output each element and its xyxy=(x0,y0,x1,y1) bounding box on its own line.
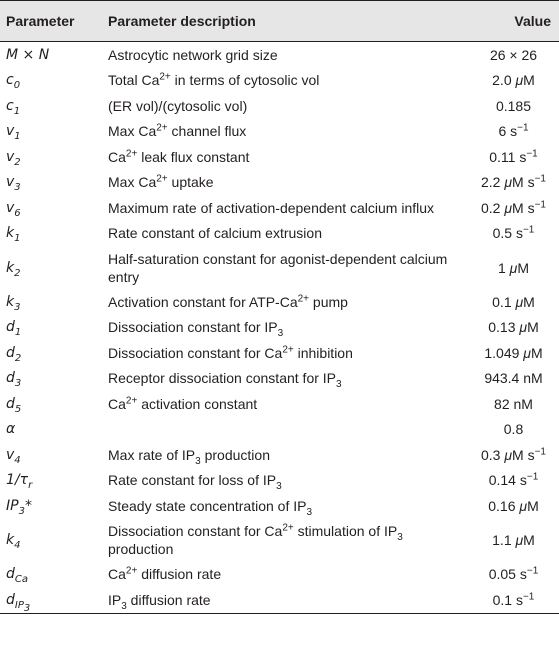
table-row xyxy=(0,587,559,613)
parameter-symbol: $d_{Ca}$ xyxy=(6,566,29,586)
table-row xyxy=(0,144,559,170)
parameter-value: 82 nM xyxy=(494,395,533,412)
table-row xyxy=(0,468,559,494)
parameter-symbol: $c_1$ xyxy=(6,97,21,117)
parameter-description: Half-saturation constant for agonist-dependent calcium entry xyxy=(108,250,448,285)
parameter-symbol: $d_1$ xyxy=(6,319,22,339)
parameter-description: Steady state concentration of $IP_3$ xyxy=(108,497,313,518)
parameter-description xyxy=(102,417,468,443)
parameter-value: 0.1 μM xyxy=(492,293,535,310)
parameter-value: 0.3 μM $s^{-1}$ xyxy=(481,446,546,463)
header-description: Parameter description xyxy=(102,1,468,42)
parameter-value: 0.05 $s^{-1}$ xyxy=(488,565,539,583)
table-row xyxy=(0,93,559,119)
table-row xyxy=(0,315,559,341)
table-row xyxy=(0,289,559,315)
parameter-value: 2.0 μM xyxy=(492,72,535,89)
parameter-value: 943.4 nM xyxy=(484,370,543,387)
table-row xyxy=(0,195,559,221)
parameter-value: 0.2 μM $s^{-1}$ xyxy=(481,199,546,216)
header-value: Value xyxy=(468,1,559,42)
parameter-description: Rate constant of calcium extrusion xyxy=(108,225,322,242)
parameter-value: 0.185 xyxy=(495,97,532,114)
header-parameter: Parameter xyxy=(0,1,102,42)
table-row xyxy=(0,68,559,94)
parameter-value: 1 μM xyxy=(497,259,530,276)
parameter-value: 2.2 μM $s^{-1}$ xyxy=(481,173,546,191)
parameter-symbol: $k_1$ xyxy=(6,225,21,245)
parameter-description: Dissociation constant for $Ca^{2+}$ inhibition xyxy=(108,344,353,361)
table-row xyxy=(0,519,559,562)
parameter-description: $Ca^{2+}$ activation constant xyxy=(108,395,258,412)
parameter-symbol: $v_2$ xyxy=(6,148,21,168)
parameter-description: $IP_3$ diffusion rate xyxy=(102,587,468,613)
table-row xyxy=(0,246,559,289)
parameter-description: $Ca^{2+}$ diffusion rate xyxy=(108,565,222,583)
table-row xyxy=(0,119,559,145)
table-row xyxy=(0,170,559,196)
header-row xyxy=(0,1,559,42)
parameter-description: Maximum rate of activation-dependent calcium influx xyxy=(108,199,435,216)
parameter-symbol: $k_2$ xyxy=(6,259,21,279)
parameter-symbol: $v_3$ xyxy=(6,174,21,194)
parameter-symbol: $d_2$ xyxy=(6,344,22,364)
parameter-description: Rate constant for loss of $IP_3$ xyxy=(108,472,282,493)
parameter-symbol: $k_4$ xyxy=(6,532,21,551)
parameter-description: Activation constant for ATP-$Ca^{2+}$ pump xyxy=(108,293,348,310)
parameter-description: Astrocytic network grid size xyxy=(108,46,278,63)
parameter-symbol: $IP_3*$ xyxy=(6,497,32,517)
parameter-symbol: α xyxy=(6,421,16,438)
parameter-value: 0.5 $s^{-1}$ xyxy=(492,224,535,242)
parameter-value: 6 $s^{-1}$ xyxy=(498,122,529,140)
parameter-description: Dissociation constant for $Ca^{2+}$ stimulation of $IP_3$ production xyxy=(108,522,403,557)
parameter-description: Max $Ca^{2+}$ channel flux xyxy=(108,122,247,140)
parameter-description: Total $Ca^{2+}$ in terms of cytosolic vol xyxy=(108,71,320,89)
parameter-description: Max rate of $IP_3$ production xyxy=(108,446,270,467)
parameter-value: 0.1 $s^{-1}$ xyxy=(468,587,559,613)
table-row xyxy=(0,340,559,366)
parameter-value: 26 × 26 xyxy=(489,46,538,63)
parameter-symbol: $1/\tau_r$ xyxy=(6,472,33,492)
parameter-value: 1.049 μM xyxy=(484,344,543,361)
table-body xyxy=(0,42,559,614)
parameter-value: 0.8 xyxy=(503,421,524,438)
parameter-description: $Ca^{2+}$ leak flux constant xyxy=(108,148,250,165)
table-row xyxy=(0,221,559,247)
table-row xyxy=(0,562,559,588)
table-row xyxy=(0,493,559,519)
parameter-symbol: $d_5$ xyxy=(6,395,22,415)
parameter-value: 0.11 $s^{-1}$ xyxy=(489,148,538,165)
parameter-value: 0.16 μM xyxy=(488,497,539,514)
parameter-value: 0.14 $s^{-1}$ xyxy=(488,471,539,489)
table-row xyxy=(0,391,559,417)
parameter-symbol: $v_1$ xyxy=(6,123,21,143)
parameter-description: (ER vol)/(cytosolic vol) xyxy=(108,97,248,114)
parameter-symbol: M × N xyxy=(6,46,50,63)
table-row xyxy=(0,366,559,392)
table-header xyxy=(0,1,559,42)
parameter-symbol: $k_3$ xyxy=(6,293,21,313)
parameter-description: Max $Ca^{2+}$ uptake xyxy=(108,173,214,191)
parameter-symbol: $v_6$ xyxy=(6,199,21,219)
table-row xyxy=(0,442,559,468)
parameter-symbol: $d_{IP_3}$ xyxy=(0,587,102,613)
parameter-symbol: $d_3$ xyxy=(6,370,22,390)
table-row xyxy=(0,42,559,68)
parameter-description: Dissociation constant for $IP_3$ xyxy=(108,319,284,340)
parameter-value: 1.1 μM xyxy=(492,532,535,548)
table-row xyxy=(0,417,559,443)
parameter-value: 0.13 μM xyxy=(488,319,539,336)
parameter-symbol: $v_4$ xyxy=(6,446,21,466)
parameter-symbol: $c_0$ xyxy=(6,72,21,92)
parameter-description: Receptor dissociation constant for $IP_3$ xyxy=(108,370,342,391)
